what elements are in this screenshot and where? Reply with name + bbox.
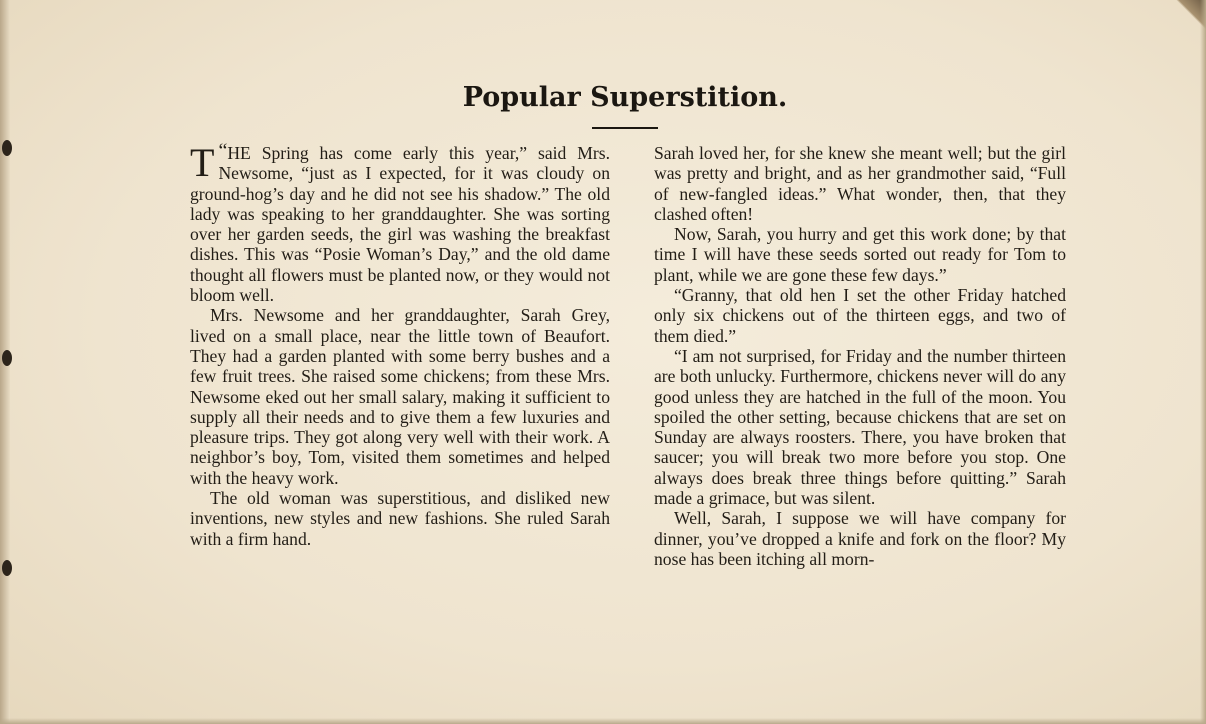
page-edge	[1200, 0, 1206, 724]
paragraph: The old woman was superstitious, and disliked new inventions, new styles and new fashions. She ruled Sarah with a firm hand.	[190, 488, 610, 549]
drop-cap: T	[190, 140, 215, 185]
left-column	[190, 140, 610, 549]
paragraph: “Granny, that old hen I set the other Friday hatched only six chickens out of the thirteen eggs, and two of them died.”	[654, 285, 1066, 346]
page-edge	[0, 718, 1206, 724]
binding-hole	[2, 560, 12, 576]
binding-hole	[2, 350, 12, 366]
paragraph: Sarah loved her, for she knew she meant well; but the girl was pretty and bright, and as her grandmother said, “Full of new-fangled ideas.” What wonder, then, that they clashed often!	[654, 143, 1066, 224]
paragraph-text: HE Spring has come early this year,” said Mrs. Newsome, “just as I expected, for it was cloudy on ground-hog’s day and he did not see his shadow.” The old lady was speaking to her granddaughter. She was sorting over her garden seeds, the girl was washing the breakfast dishes. This was “Posie Woman’s Day,” and the old dame thought all flowers must be planted now, or they would not bloom well.	[190, 143, 610, 306]
paragraph: Mrs. Newsome and her granddaughter, Sarah Grey, lived on a small place, near the little town of Beaufort. They had a garden planted with some berry bushes and a few fruit trees. She raised some chickens; from these Mrs. Newsome eked out her small salary, making it sufficient to supply all their needs and to give them a few luxuries and pleasure trips. They got along very well with their work. A neighbor’s boy, Tom, visited them sometimes and helped with the heavy work.	[190, 305, 610, 488]
binding-hole	[2, 140, 12, 156]
paragraph	[190, 140, 610, 306]
paragraph: Now, Sarah, you hurry and get this work done; by that time I will have these seeds sorted out ready for Tom to plant, while we are gone these few days.”	[654, 224, 1066, 285]
opening-quote: “	[218, 140, 228, 162]
paragraph: Well, Sarah, I suppose we will have company for dinner, you’ve dropped a knife and fork on the floor? My nose has been itching all morn-	[654, 508, 1066, 569]
article-title: Popular Superstition.	[462, 82, 788, 113]
title-rule	[592, 127, 658, 129]
paragraph: “I am not surprised, for Friday and the number thirteen are both unlucky. Furthermore, chickens never will do any good unless they are hatched in the full of the moon. You spoiled the other setting, because chickens that are set on Sunday are always roosters. There, you have broken that saucer; you will break two more before you stop. One always does break three things before quitting.” Sarah made a grimace, but was silent.	[654, 345, 1066, 509]
right-column	[654, 143, 1066, 569]
